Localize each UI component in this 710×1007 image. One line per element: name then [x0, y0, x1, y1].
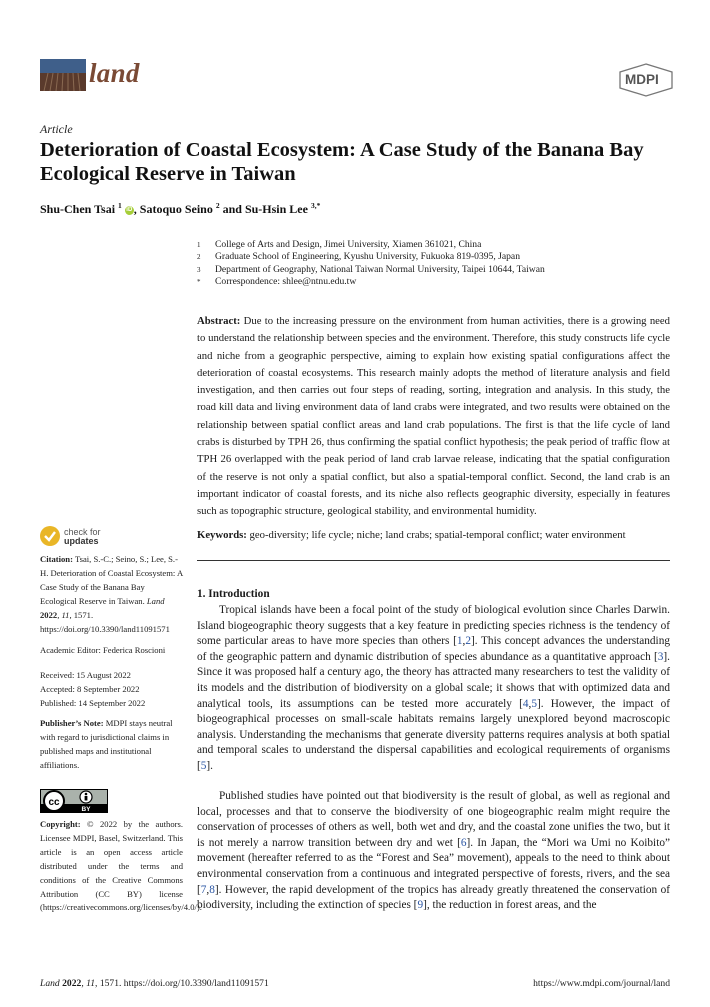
author-name[interactable]: Satoquo Seino — [139, 202, 213, 216]
paragraph-text: ]. However, the rapid development of the tropics has already greatly threatened the conservation of biodiversity, including the extinction of species [ — [197, 883, 670, 912]
paragraph-text: ]. In Japan, the “Mori wa Umi no Koibito” movement (hereafter referred to as the “Forest and Sea” movement), appeals to the need to think about environmental conservation from a continuous and integrated perspective of forests, rivers, and the sea [ — [197, 836, 670, 896]
author-affil-sup: 1 — [118, 201, 122, 210]
citation-ref-link[interactable]: 3 — [657, 650, 664, 663]
author-name[interactable]: Shu-Chen Tsai — [40, 202, 116, 216]
author-affil-sup: 3,* — [310, 201, 321, 210]
citation-text: Tsai, S.-C.; Seino, S.; Lee, S.-H. Deterioration of Coastal Ecosystem: A Case Study of the Banana Bay Ecological Reserve in Taiwan. — [40, 554, 183, 606]
citation — [40, 553, 183, 636]
citation-ref-link[interactable]: 9 — [417, 899, 424, 912]
abstract-label: Abstract: — [197, 315, 241, 327]
author-list — [40, 201, 320, 217]
citation-year: 2022 — [40, 609, 58, 620]
article-title: Deterioration of Coastal Ecosystem: A Case Study of the Banana Bay Ecological Reserve in Taiwan — [40, 139, 644, 185]
abstract-text: Due to the increasing pressure on the environment from human activities, there is a growing need to understand the relationship between species and the environment. Therefore, this study constructs life cycle and niche from a geographic perspective, aiming to explain how existing spatial configurations affect the deterioration of coastal ecosystems. This research mainly adopts the method of literature analysis and field investigation, and then carries out four steps of reading, sorting, integration and analysis. In this study, the road kill data and living environment data of land crabs were integrated, and two results were obtained on the relationship between spatial conflict areas and land crab populations. The first is that the life cycle of land crabs is disturbed by TPH 26, thus confirming the spatial conflict hypothesis; the peak period of traffic flow at TPH 26 overlapped with the peak period of land crab larvae release, indicating that the spatial configuration of the reserve is not only a spatial conflict, but also a spatial-temporal conflict. Second, the land crab is an important indicator of coastal forests, and its niche also reflects geographic diversity, especially in features such as topographic structure, geological stability, and environmental humidity. — [197, 315, 670, 518]
journal-logo — [40, 59, 86, 91]
academic-editor: Academic Editor: Federica Roscioni — [40, 645, 166, 655]
copyright-label: Copyright: — [40, 819, 81, 829]
citation-ref-link[interactable]: 4 — [522, 697, 529, 710]
correspondence[interactable]: * Correspondence: shlee@ntnu.edu.tw — [197, 276, 357, 288]
footer-journal: Land — [40, 978, 60, 989]
publisher-note-label: Publisher’s Note: — [40, 718, 104, 728]
citation-ref-link[interactable]: 1 — [456, 635, 463, 648]
affiliations — [197, 239, 687, 289]
citation-ref-link[interactable]: 7 — [200, 883, 207, 896]
land-logo-icon — [40, 59, 86, 91]
check-updates-label: check for — [64, 527, 101, 537]
svg-text:cc: cc — [48, 797, 60, 808]
citation-ref-link[interactable]: 8 — [209, 883, 215, 896]
mdpi-logo-text: MDPI — [625, 72, 659, 87]
svg-text:BY: BY — [81, 806, 91, 813]
citation-ref-link[interactable]: 2 — [465, 635, 471, 648]
citation-volume: , 11 — [57, 609, 70, 620]
body-paragraph — [197, 789, 670, 914]
paragraph-text: , — [206, 883, 210, 896]
footer-year: 2022 — [59, 978, 82, 989]
footer-volume: , 11 — [81, 978, 96, 989]
copyright-text: © 2022 by the authors. Licensee MDPI, Basel, Switzerland. This article is an open access article distributed under the terms and conditions of the Creative Commons Attribution (CC BY) license (https://creativecommons.org/licenses/by/4.0/). — [40, 819, 202, 913]
citation-journal: Land — [146, 595, 165, 606]
check-updates-label-bold: updates — [64, 536, 99, 546]
keywords-text: geo-diversity; life cycle; niche; land crabs; spatial-temporal conflict; water environment — [246, 529, 626, 541]
author-name[interactable]: Su-Hsin Lee — [244, 202, 308, 216]
keywords — [197, 528, 677, 542]
paragraph-text: Tropical islands have been a focal point of the study of biological evolution since Charles Darwin. Island biogeographic theory suggests that a key feature in predicting species richness is the tendency of some particular areas to have more species than others [ — [197, 604, 670, 648]
keywords-label: Keywords: — [197, 529, 247, 541]
check-for-updates-button[interactable] — [40, 526, 150, 548]
paragraph-text: ]. Since it was proposed half a century ago, the theory has attracted many researchers to test the validity of its models and the distribution of biodiversity on a global scale; it shows that with optimized data and analytical tools, its assumptions can be tested more accurately [ — [197, 650, 670, 710]
paragraph-text: ], the reduction in forest areas, and the — [423, 899, 597, 912]
paragraph-text: ]. This concept advances the understanding of the geographic pattern and dynamic distribution of species abundance as a quantitative approach [ — [197, 635, 670, 663]
paragraph-text: Published studies have pointed out that biodiversity is the result of global, as well as regional and local, processes and that to conserve the biodiversity of one biogeographic realm might require the conservation of processes of others as well, both wet and dry, and the coastal zone unifies the two, but it is not merely a narrow transition between dry and wet [ — [197, 790, 670, 849]
author-affil-sup: 2 — [215, 201, 220, 210]
paragraph-text: ]. However, the impact of biogeographical processes on small-scale habitats remains largely unexplored beyond macroscopic analysis. Understanding the mechanisms that generate diversity patterns requires analysis at both spatial and temporal scales to understand the dispersal capabilities and ecological requirements of organisms [ — [197, 697, 670, 772]
body-paragraph — [197, 603, 670, 775]
publisher-note — [40, 717, 183, 773]
abstract — [197, 313, 670, 521]
paragraph-text: , — [462, 635, 466, 648]
citation-ref-link[interactable]: 6 — [460, 836, 467, 849]
citation-ref-link[interactable]: 5 — [200, 759, 207, 772]
affiliation-item: 2 Graduate School of Engineering, Kyushu University, Fukuoka 819-0395, Japan — [197, 251, 520, 263]
mdpi-logo — [618, 63, 674, 97]
author-separator: and — [219, 202, 245, 216]
affiliation-item: 3 Department of Geography, National Taiwan Normal University, Taipei 10644, Taiwan — [197, 263, 545, 275]
section-heading: 1. Introduction — [197, 588, 270, 600]
divider — [197, 560, 670, 561]
published-date: Published: 14 September 2022 — [40, 697, 146, 708]
article-type: Article — [40, 122, 73, 136]
cc-by-license-icon[interactable] — [40, 789, 108, 813]
orcid-icon[interactable]: iD — [126, 207, 133, 213]
author-separator: , — [133, 202, 140, 216]
citation-label: Citation: — [40, 554, 73, 564]
paragraph-text: , — [528, 697, 532, 710]
dates — [40, 669, 183, 711]
citation-ref-link[interactable]: 5 — [531, 697, 537, 710]
publisher-note-text: MDPI stays neutral with regard to jurisdictional claims in published maps and institutional affiliations. — [40, 718, 173, 770]
copyright-notice — [40, 818, 202, 915]
journal-name: land — [89, 58, 140, 88]
citation-doi[interactable]: , 1571. https://doi.org/10.3390/land11091571 — [40, 609, 170, 634]
check-updates-icon — [40, 526, 60, 546]
footer-journal-url[interactable]: https://www.mdpi.com/journal/land — [533, 978, 670, 989]
footer-citation — [40, 978, 269, 989]
footer-doi[interactable]: , 1571. https://doi.org/10.3390/land11091571 — [95, 978, 269, 989]
accepted-date: Accepted: 8 September 2022 — [40, 683, 140, 694]
received-date: Received: 15 August 2022 — [40, 670, 131, 680]
affiliation-item: 1 College of Arts and Design, Jimei University, Xiamen 361021, China — [197, 239, 482, 250]
paragraph-text: ]. — [206, 759, 214, 772]
